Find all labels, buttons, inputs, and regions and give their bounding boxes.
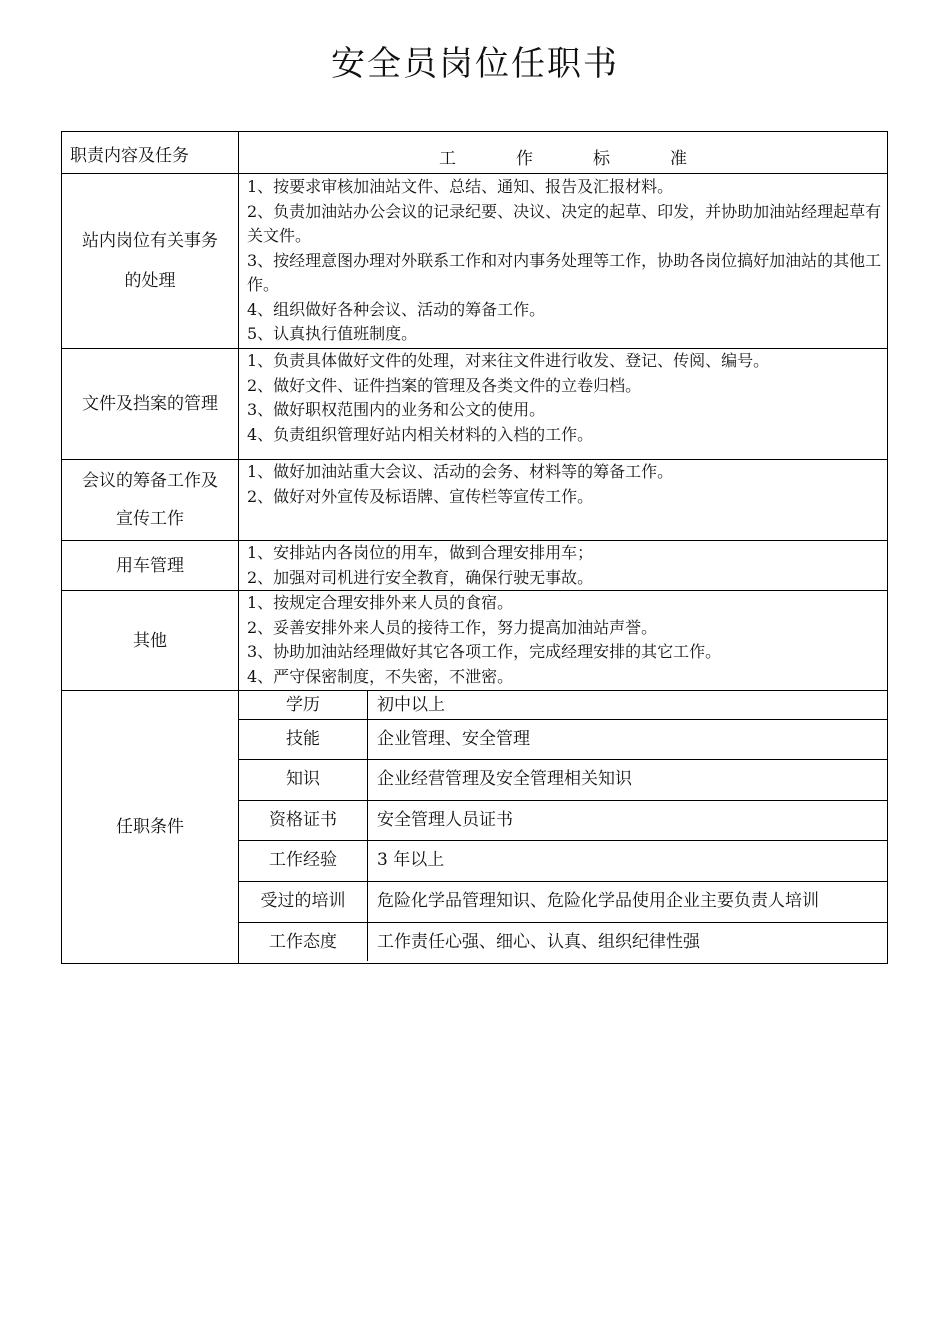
duty-item: 1、负责具体做好文件的处理，对来往文件进行收发、登记、传阅、编号。 (247, 351, 770, 370)
qualification-key: 知识 (239, 759, 368, 800)
section-label: 用车管理 (62, 541, 239, 590)
qualifications-label: 任职条件 (62, 691, 239, 963)
job-description-table (61, 131, 888, 964)
qualification-row (239, 719, 887, 759)
qualification-value: 3 年以上 (368, 840, 888, 881)
duty-item: 3、协助加油站经理做好其它各项工作，完成经理安排的其它工作。 (247, 642, 722, 661)
header-char: 工 (439, 149, 456, 169)
section-items (239, 460, 887, 540)
duty-item: 2、加强对司机进行安全教育，确保行驶无事故。 (247, 567, 594, 587)
header-standard-label (239, 132, 887, 173)
table-row (62, 349, 887, 460)
duty-item: 1、按规定合理安排外来人员的食宿。 (247, 593, 514, 612)
table-row-qualifications (62, 691, 887, 963)
qualification-value: 企业管理、安全管理 (368, 719, 888, 759)
section-label-line: 宣传工作 (116, 509, 184, 529)
header-char: 作 (516, 149, 533, 169)
duty-item: 4、负责组织管理好站内相关材料的入档的工作。 (247, 424, 594, 444)
qualification-key: 工作经验 (239, 840, 368, 881)
duty-item: 1、按要求审核加油站文件、总结、通知、报告及汇报材料。 (247, 177, 674, 196)
qualification-key: 技能 (239, 719, 368, 759)
table-row (62, 541, 887, 591)
duty-item: 2、做好文件、证件挡案的管理及各类文件的立卷归档。 (247, 375, 642, 395)
duty-item: 3、按经理意图办理对外联系工作和对内事务处理等工作，协助各岗位搞好加油站的其他工作。 (247, 250, 882, 294)
qualification-row (239, 922, 887, 961)
header-duties-label: 职责内容及任务 (62, 132, 239, 173)
header-char: 标 (593, 149, 610, 169)
duty-item: 3、做好职权范围内的业务和公文的使用。 (247, 400, 546, 419)
qualifications-table (239, 691, 887, 961)
qualification-value: 企业经营管理及安全管理相关知识 (368, 759, 888, 800)
section-label-line: 的处理 (124, 271, 176, 291)
section-label (62, 174, 239, 348)
duty-item: 1、做好加油站重大会议、活动的会务、材料等的筹备工作。 (247, 462, 674, 481)
duty-item: 4、严守保密制度，不失密，不泄密。 (247, 666, 514, 686)
qualification-row (239, 759, 887, 800)
qualification-key: 学历 (239, 691, 368, 719)
duty-item: 2、负责加油站办公会议的记录纪要、决议、决定的起草、印发，并协助加油站经理起草有关文件。 (247, 201, 882, 245)
qualification-key: 受过的培训 (239, 881, 368, 922)
qualification-row (239, 691, 887, 719)
section-label: 其他 (62, 591, 239, 690)
section-label-line: 会议的筹备工作及 (82, 471, 218, 491)
qualification-row (239, 800, 887, 840)
qualification-value: 初中以上 (368, 691, 888, 719)
section-items (239, 541, 887, 590)
section-items (239, 349, 887, 459)
header-char: 准 (670, 149, 687, 169)
section-label (62, 460, 239, 540)
section-label-line: 站内岗位有关事务 (82, 231, 218, 251)
qualification-row (239, 881, 887, 922)
table-header-row (62, 132, 887, 174)
qualification-row (239, 840, 887, 881)
duty-item: 1、安排站内各岗位的用车，做到合理安排用车； (247, 543, 594, 562)
duty-item: 5、认真执行值班制度。 (247, 324, 418, 343)
qualification-key: 工作态度 (239, 922, 368, 961)
section-items (239, 591, 887, 690)
qualification-key: 资格证书 (239, 800, 368, 840)
table-row (62, 460, 887, 541)
qualifications-cell (239, 691, 887, 963)
duty-item: 2、妥善安排外来人员的接待工作，努力提高加油站声誉。 (247, 617, 658, 637)
qualification-value: 危险化学品管理知识、危险化学品使用企业主要负责人培训 (368, 881, 888, 922)
document-title: 安全员岗位任职书 (331, 44, 619, 84)
qualification-value: 安全管理人员证书 (368, 800, 888, 840)
table-row (62, 174, 887, 349)
section-items (239, 174, 887, 348)
duty-item: 2、做好对外宣传及标语牌、宣传栏等宣传工作。 (247, 486, 594, 506)
section-label: 文件及挡案的管理 (62, 349, 239, 459)
table-row (62, 591, 887, 691)
qualification-value: 工作责任心强、细心、认真、组织纪律性强 (377, 931, 700, 952)
duty-item: 4、组织做好各种会议、活动的筹备工作。 (247, 299, 546, 319)
